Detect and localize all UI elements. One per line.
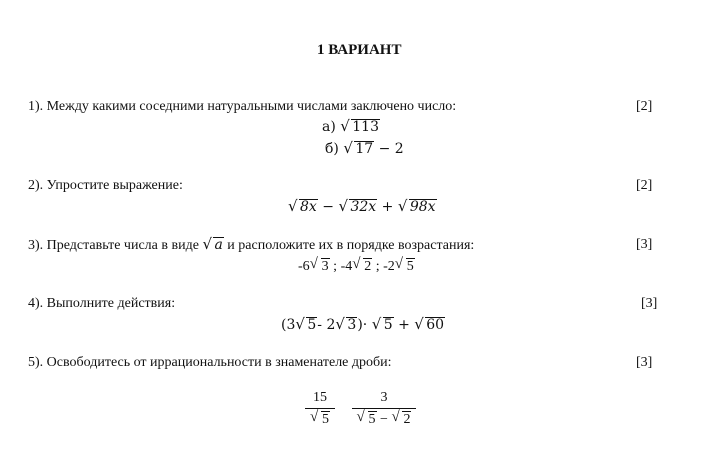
task-3-num-1: -6√ 3 ; (298, 259, 337, 274)
fraction-2 (352, 390, 416, 428)
task-1-item-b-prefix: б) (325, 141, 339, 157)
sqrt-symbol (289, 199, 318, 215)
task-3-num-2: -4√ 2 ; (341, 259, 380, 274)
task-1-item-b-radicand: 17 (355, 141, 374, 157)
sqrt-symbol (344, 141, 374, 157)
fraction-1-denominator (305, 408, 335, 428)
task-3-num-3: -2√ 5 (383, 259, 415, 274)
sqrt-symbol: √ 3 (311, 258, 330, 275)
task-3-text-after: и расположите их в порядке возрастания: (227, 238, 475, 253)
task-2-radicand-2: 32x (350, 199, 377, 215)
fraction-2-numerator: 3 (380, 390, 388, 405)
sqrt-symbol: √ 5 (358, 411, 377, 428)
sqrt-symbol: √ 5 (373, 317, 394, 333)
task-5-score: [3] (636, 355, 653, 370)
sqrt-symbol: √ 3 (336, 317, 357, 333)
task-2-op-2: + (381, 199, 394, 215)
sqrt-symbol: √ 5 (396, 258, 415, 275)
task-1-item-a (322, 119, 380, 135)
task-2-op-1: − (322, 199, 334, 215)
sqrt-symbol: √ 5 (311, 411, 330, 428)
task-1-item-b-suffix: − 2 (378, 141, 404, 157)
task-3-text-before: 3). Представьте числа в виде (28, 238, 199, 253)
task-4-expression: (3√ 5- 2√ 3)· √ 5 + √ 60 (281, 317, 445, 333)
task-2-text: 2). Упростите выражение: (28, 178, 183, 193)
sqrt-symbol: √ 60 (415, 317, 445, 333)
sqrt-symbol (203, 237, 223, 253)
sqrt-symbol (341, 119, 380, 135)
task-3-radicand-a: a (214, 237, 223, 253)
page-title: 1 ВАРИАНТ (317, 42, 402, 58)
task-2-score: [2] (636, 178, 653, 193)
task-1-score: [2] (636, 99, 653, 114)
task-3-numbers (298, 258, 415, 275)
task-3-text (28, 237, 474, 254)
fraction-1-numerator: 15 (313, 390, 327, 405)
task-1-text: 1). Между какими соседними натуральными числами заключено число: (28, 99, 457, 114)
sqrt-symbol (339, 199, 377, 215)
task-5-text: 5). Освободитесь от иррациональности в знаменателе дроби: (28, 355, 392, 370)
task-1-item-a-radicand: 113 (352, 119, 379, 135)
task-4-text: 4). Выполните действия: (28, 296, 176, 311)
fraction-2-denominator: √ 5 − √ 2 (352, 408, 416, 428)
task-1-item-a-prefix: а) (322, 119, 336, 135)
fraction-1 (305, 390, 335, 428)
task-2-radicand-3: 98x (409, 199, 436, 215)
sqrt-symbol: √ 2 (392, 411, 411, 428)
task-2-radicand-1: 8x (300, 199, 317, 215)
task-2-expression (288, 199, 437, 215)
sqrt-symbol (399, 199, 437, 215)
sqrt-symbol: √ 5 (296, 317, 317, 333)
task-4-score: [3] (641, 296, 658, 311)
task-3-score: [3] (636, 237, 653, 252)
sqrt-symbol: √ 2 (353, 258, 372, 275)
task-1-item-b (325, 141, 404, 157)
